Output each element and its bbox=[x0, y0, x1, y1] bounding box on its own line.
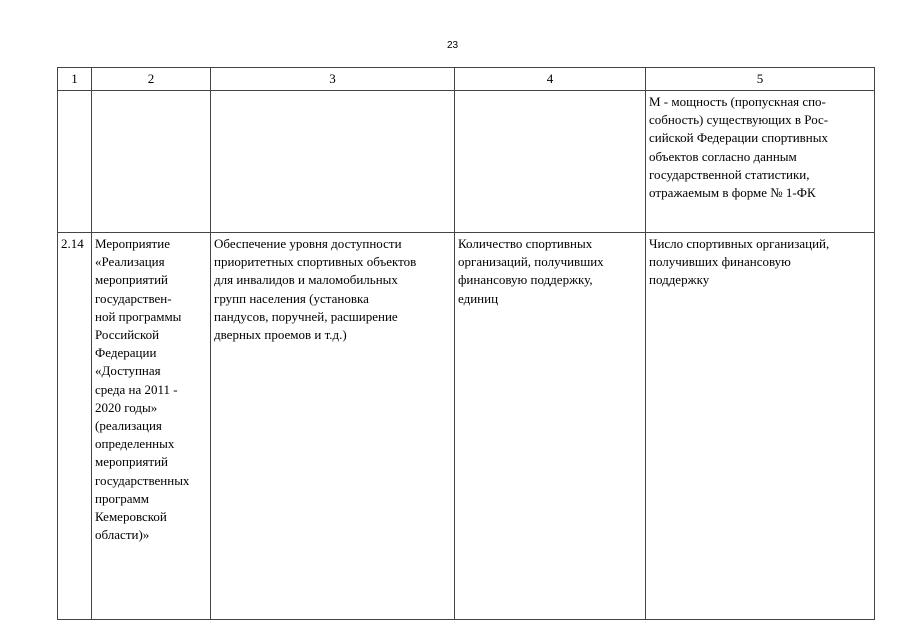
column-header-1: 1 bbox=[58, 68, 92, 91]
cell-indicator: Количество спортивных организаций, получивших финансовую поддержку, единиц bbox=[455, 233, 646, 620]
cell-goal: Обеспечение уровня доступности приоритетных спортивных объектов для инвалидов и маломобильных групп населения (установка пандусов, поручней, расширение дверных проемов и т.д.) bbox=[211, 233, 455, 620]
column-header-4: 4 bbox=[455, 68, 646, 91]
page-number: 23 bbox=[446, 40, 459, 51]
cell-measure-name: Мероприятие «Реализация мероприятий государствен- ной программы Российской Федерации «Доступная среда на 2011 - 2020 годы» (реализация определенных мероприятий государственных программ Кемеровской области)» bbox=[92, 233, 211, 620]
table-row-continuation bbox=[58, 91, 875, 233]
cell-indicator bbox=[455, 91, 646, 233]
column-header-5: 5 bbox=[646, 68, 875, 91]
cell-measure-name bbox=[92, 91, 211, 233]
document-table bbox=[57, 67, 875, 620]
column-header-2: 2 bbox=[92, 68, 211, 91]
cell-number bbox=[58, 91, 92, 233]
cell-goal bbox=[211, 91, 455, 233]
cell-method: М - мощность (пропускная спо- собность) существующих в Рос- сийской Федерации спортивных объектов согласно данным государственной статистики, отражаемым в форме № 1-ФК bbox=[646, 91, 875, 233]
table-row-2-14 bbox=[58, 233, 875, 620]
table-header-row bbox=[58, 68, 875, 91]
cell-method: Число спортивных организаций, получивших финансовую поддержку bbox=[646, 233, 875, 620]
cell-number: 2.14 bbox=[58, 233, 92, 620]
column-header-3: 3 bbox=[211, 68, 455, 91]
